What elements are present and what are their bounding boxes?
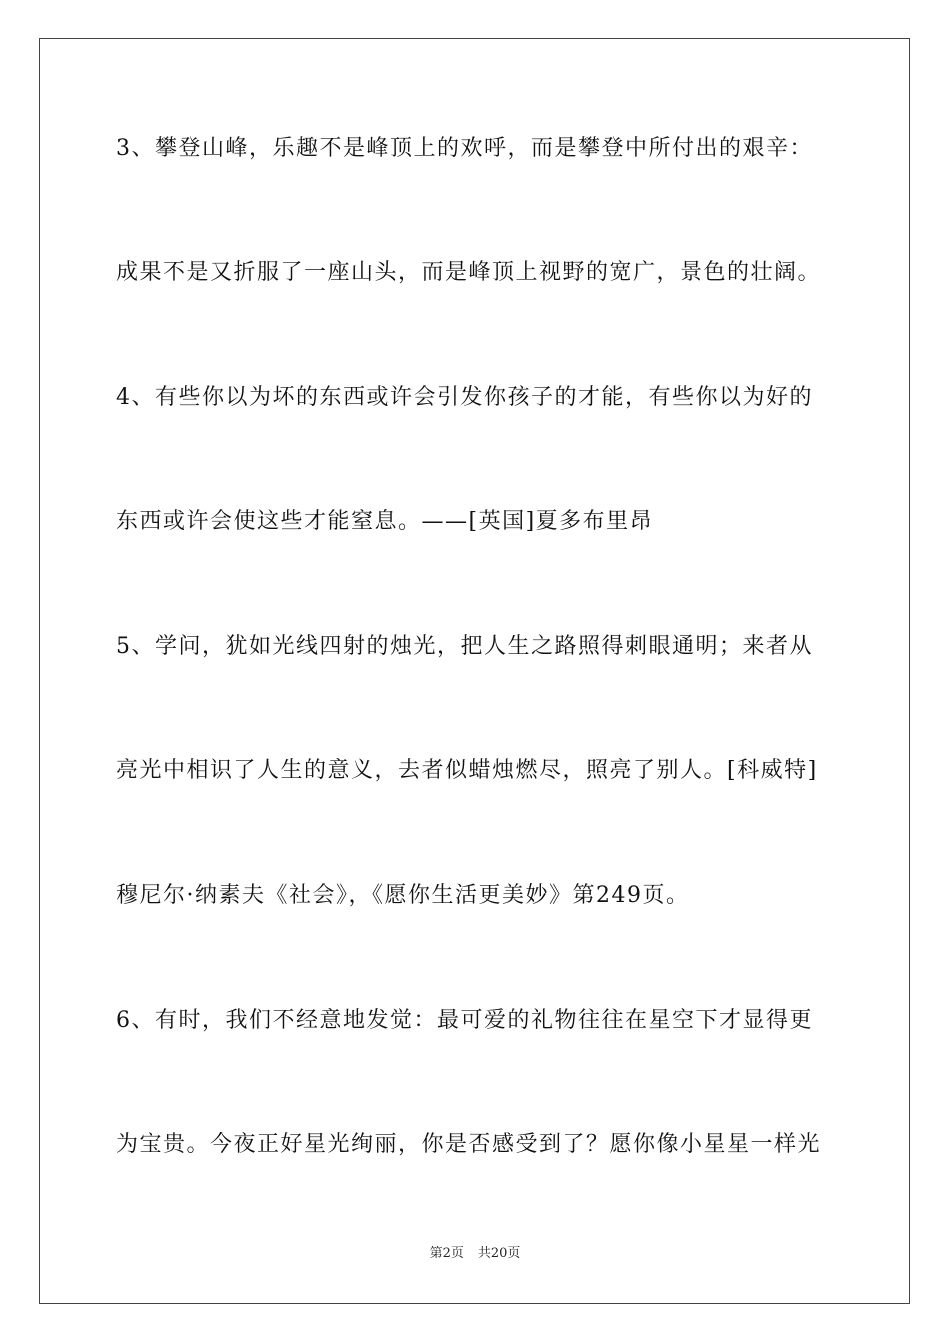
text-line: 亮光中相识了人生的意义，去者似蜡烛燃尽，照亮了别人。[科威特] [116, 758, 818, 783]
text-line: 4、有些你以为坏的东西或许会引发你孩子的才能，有些你以为好的 [116, 385, 813, 410]
text-line: 6、有时，我们不经意地发觉：最可爱的礼物往往在星空下才显得更 [116, 1008, 813, 1033]
text-line: 为宝贵。今夜正好星光绚丽，你是否感受到了？愿你像小星星一样光 [116, 1132, 822, 1157]
text-line: 穆尼尔·纳素夫《社会》，《愿你生活更美妙》第249页。 [116, 883, 690, 908]
page-number: 第2页 [429, 1246, 464, 1261]
page-footer [0, 1245, 950, 1263]
text-line: 3、攀登山峰，乐趣不是峰顶上的欢呼，而是攀登中所付出的艰辛： [116, 136, 813, 161]
text-line: 东西或许会使这些才能窒息。——[英国]夏多布里昂 [116, 509, 654, 534]
text-line: 成果不是又折服了一座山头，而是峰顶上视野的宽广，景色的壮阔。 [116, 260, 822, 285]
total-pages: 共20页 [477, 1246, 521, 1261]
page-border [39, 38, 910, 1304]
text-line: 5、学问，犹如光线四射的烛光，把人生之路照得刺眼通明；来者从 [116, 634, 813, 659]
